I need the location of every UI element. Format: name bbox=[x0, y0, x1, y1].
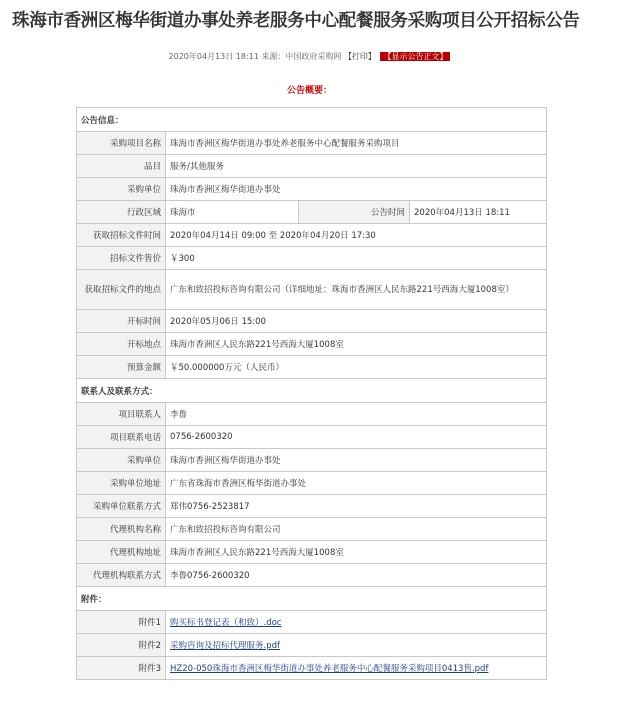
show-original-button[interactable]: 【显示公告正文】 bbox=[380, 52, 450, 61]
row-label: 招标文件售价 bbox=[77, 247, 166, 270]
attachment-label: 附件3 bbox=[77, 657, 166, 680]
row-value: 李鲁0756-2600320 bbox=[166, 564, 547, 587]
row-label: 代理机构联系方式 bbox=[77, 564, 166, 587]
row-label: 预算金额 bbox=[77, 356, 166, 379]
row-value: 广东和致招投标咨询有限公司 bbox=[166, 518, 547, 541]
row-value: 0756-2600320 bbox=[166, 426, 547, 449]
row-value: 2020年04月13日 18:11 bbox=[410, 201, 547, 224]
row-value: 珠海市香洲区梅华街道办事处 bbox=[166, 178, 547, 201]
row-label: 代理机构名称 bbox=[77, 518, 166, 541]
overview-heading: 公告概要： bbox=[286, 86, 332, 96]
page-title: 珠海市香洲区梅华街道办事处养老服务中心配餐服务采购项目公开招标公告 bbox=[12, 11, 580, 31]
attachment-label: 附件1 bbox=[77, 611, 166, 634]
row-label: 采购单位地址 bbox=[77, 472, 166, 495]
row-value: 郑伟0756-2523817 bbox=[166, 495, 547, 518]
row-value: ￥50.000000万元（人民币） bbox=[166, 356, 547, 379]
attachment-cell bbox=[166, 634, 547, 657]
attachment-link-1[interactable]: 购买标书登记表（和致）.doc bbox=[170, 618, 282, 628]
row-value: 李鲁 bbox=[166, 403, 547, 426]
attachment-link-2[interactable]: 采购咨询及招标代理服务.pdf bbox=[170, 641, 280, 651]
source-text: 来源：中国政府采购网 bbox=[261, 52, 342, 61]
row-value: 珠海市香洲区梅华街道办事处养老服务中心配餐服务采购项目 bbox=[166, 132, 547, 155]
attachment-cell bbox=[166, 611, 547, 634]
print-link[interactable]: 【打印】 bbox=[343, 52, 376, 61]
attachment-cell bbox=[166, 657, 547, 680]
section-info-heading: 公告信息： bbox=[77, 108, 547, 132]
row-value: 珠海市香洲区梅华街道办事处 bbox=[166, 449, 547, 472]
row-label: 开标时间 bbox=[77, 310, 166, 333]
row-label: 获取招标文件的地点 bbox=[77, 270, 166, 310]
row-label: 采购单位联系方式 bbox=[77, 495, 166, 518]
row-value: 广东省珠海市香洲区梅华街道办事处 bbox=[166, 472, 547, 495]
row-label: 采购单位 bbox=[77, 449, 166, 472]
row-value: 珠海市 bbox=[166, 201, 299, 224]
row-label: 项目联系人 bbox=[77, 403, 166, 426]
row-value: 珠海市香洲区人民东路221号西海大厦1008室 bbox=[166, 333, 547, 356]
publish-meta bbox=[0, 51, 619, 62]
row-value: 2020年05月06日 15:00 bbox=[166, 310, 547, 333]
row-value: 珠海市香洲区人民东路221号西海大厦1008室 bbox=[166, 541, 547, 564]
row-label: 品目 bbox=[77, 155, 166, 178]
row-label: 获取招标文件时间 bbox=[77, 224, 166, 247]
publish-time: 2020年04月13日 18:11 bbox=[168, 52, 259, 61]
attachment-label: 附件2 bbox=[77, 634, 166, 657]
row-label: 开标地点 bbox=[77, 333, 166, 356]
row-label: 项目联系电话 bbox=[77, 426, 166, 449]
row-label: 采购单位 bbox=[77, 178, 166, 201]
row-label: 行政区域 bbox=[77, 201, 166, 224]
row-value: 广东和致招投标咨询有限公司（详细地址：珠海市香洲区人民东路221号西海大厦1008室） bbox=[166, 270, 547, 310]
attachment-link-3[interactable]: HZ20-050珠海市香洲区梅华街道办事处养老服务中心配餐服务采购项目0413售.pdf bbox=[170, 664, 489, 674]
row-label: 代理机构地址 bbox=[77, 541, 166, 564]
section-contact-heading: 联系人及联系方式： bbox=[77, 379, 547, 403]
row-value: ￥300 bbox=[166, 247, 547, 270]
section-attachments-heading: 附件： bbox=[77, 587, 547, 611]
row-label: 采购项目名称 bbox=[77, 132, 166, 155]
row-label: 公告时间 bbox=[299, 201, 410, 224]
row-value: 服务/其他服务 bbox=[166, 155, 547, 178]
announcement-table bbox=[76, 107, 547, 680]
row-value: 2020年04月14日 09:00 至 2020年04月20日 17:30 bbox=[166, 224, 547, 247]
